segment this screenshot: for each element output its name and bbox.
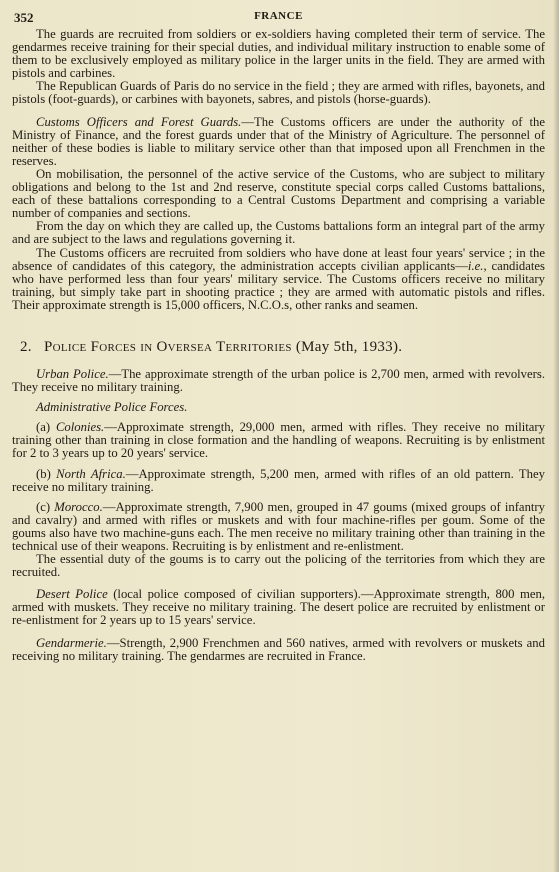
morocco-text: —Approximate strength, 7,900 men, grouped in 47 goums (mixed groups of infantry and cavalry) and armed with rifles or muskets and with four machine-rifles per goum. Some of the goums also have two machine-guns each. The men receive no military training other than training in the technical use of their weapons. Recruiting is by enlistment and re-enlistment.	[12, 499, 546, 553]
paragraph-goums-duty: The essential duty of the goums is to carry out the policing of the territories from which they are recruited.	[12, 552, 545, 580]
north-africa-heading: North Africa.	[56, 466, 126, 481]
urban-police-heading: Urban Police.	[36, 366, 109, 381]
desert-police-text: (local police composed of civilian supporters).—Approximate strength, 800 men, armed with muskets. They receive no military training. The desert police are recruited by enlistment or re-enlistment for 2 years up to 15 years' service.	[12, 587, 545, 628]
section-number: 2.	[20, 338, 32, 355]
paragraph-urban-police	[12, 368, 545, 394]
paragraph-customs-intro	[12, 116, 545, 168]
paragraph-customs-battalions: From the day on which they are called up, the Customs battalions form an integral part of the army and are subject to the laws and regulations governing it.	[12, 219, 545, 247]
page-number: 352	[14, 10, 34, 25]
morocco-label: (c)	[36, 499, 51, 514]
gendarmerie-text: —Strength, 2,900 Frenchmen and 560 natives, armed with revolvers or muskets and receiving no military training. The gendarmes are recruited in France.	[12, 635, 545, 663]
paragraph-gendarmerie	[12, 637, 545, 663]
customs-intro-text: —The Customs officers are under the authority of the Ministry of Finance, and the forest guards under that of the Ministry of Agriculture. The personnel of neither of these bodies is liable to military service other than that imposed upon all Frenchmen in the reserves.	[12, 114, 545, 168]
paragraph-guards-recruitment: The guards are recruited from soldiers or ex-soldiers having completed their term of service. The gendarmes receive training for their special duties, and individual military instruction to enable some of them to be exclusively employed as military police in the larger units in the field. They are armed with pistols and carbines.	[12, 27, 545, 81]
customs-recruitment-text-a: The Customs officers are recruited from soldiers who have done at least four years' service ; in the absence of candidates of this category, the administration accepts civilian applicants—	[12, 245, 545, 273]
colonies-text: —Approximate strength, 29,000 men, armed with rifles. They receive no military training other than training in close formation and the handling of weapons. Recruiting is by enlistment for 2 to 3 years up to 20 years' service.	[12, 420, 545, 461]
north-africa-label: (b)	[36, 466, 51, 481]
paragraph-colonies	[12, 421, 545, 460]
colonies-label: (a)	[36, 420, 51, 435]
section-date: (May 5th, 1933).	[295, 338, 403, 355]
urban-police-text: —The approximate strength of the urban police is 2,700 men, armed with revolvers. They receive no military training.	[12, 366, 545, 395]
morocco-heading: Morocco.	[54, 499, 103, 514]
paragraph-customs-mobilisation: On mobilisation, the personnel of the active service of the Customs, who are subject to military obligations and belong to the 1st and 2nd reserve, constitute special corps called Customs battalions, each of these battalions corresponding to a Central Customs Department and comprising a variable number of companies and sections.	[12, 166, 545, 221]
ie-abbreviation: i.e.	[467, 258, 484, 273]
page-header	[12, 8, 545, 28]
paragraph-morocco	[12, 501, 545, 553]
paragraph-desert-police	[12, 588, 545, 627]
customs-heading: Customs Officers and Forest Guards.	[36, 114, 242, 129]
section-heading	[20, 338, 545, 356]
page-body	[12, 28, 545, 663]
administrative-police-heading: Administrative Police Forces.	[36, 400, 188, 415]
section-title: Police Forces in Oversea Territories	[44, 338, 292, 355]
north-africa-text: —Approximate strength, 5,200 men, armed with rifles of an old pattern. They receive no military training.	[12, 466, 545, 494]
paragraph-republican-guards: The Republican Guards of Paris do no service in the field ; they are armed with rifles, bayonets, and pistols (foot-guards), or carbines with bayonets, sabres, and pistols (horse-guards).	[12, 79, 545, 107]
page-edge-shadow	[553, 0, 559, 872]
colonies-heading: Colonies.	[55, 420, 105, 435]
gendarmerie-heading: Gendarmerie.	[36, 635, 107, 650]
desert-police-heading: Desert Police	[36, 587, 108, 602]
running-head: FRANCE	[254, 10, 303, 22]
paragraph-customs-recruitment	[12, 247, 545, 312]
paragraph-north-africa	[12, 468, 545, 494]
customs-recruitment-text-b: , candidates who have performed less than four years' military service. The Customs officers receive no military training, but simply take part in shooting practice ; they are armed with automatic pistols and rifles. Their approximate strength is 15,000 officers, N.C.O.s, other ranks and seamen.	[12, 258, 545, 312]
